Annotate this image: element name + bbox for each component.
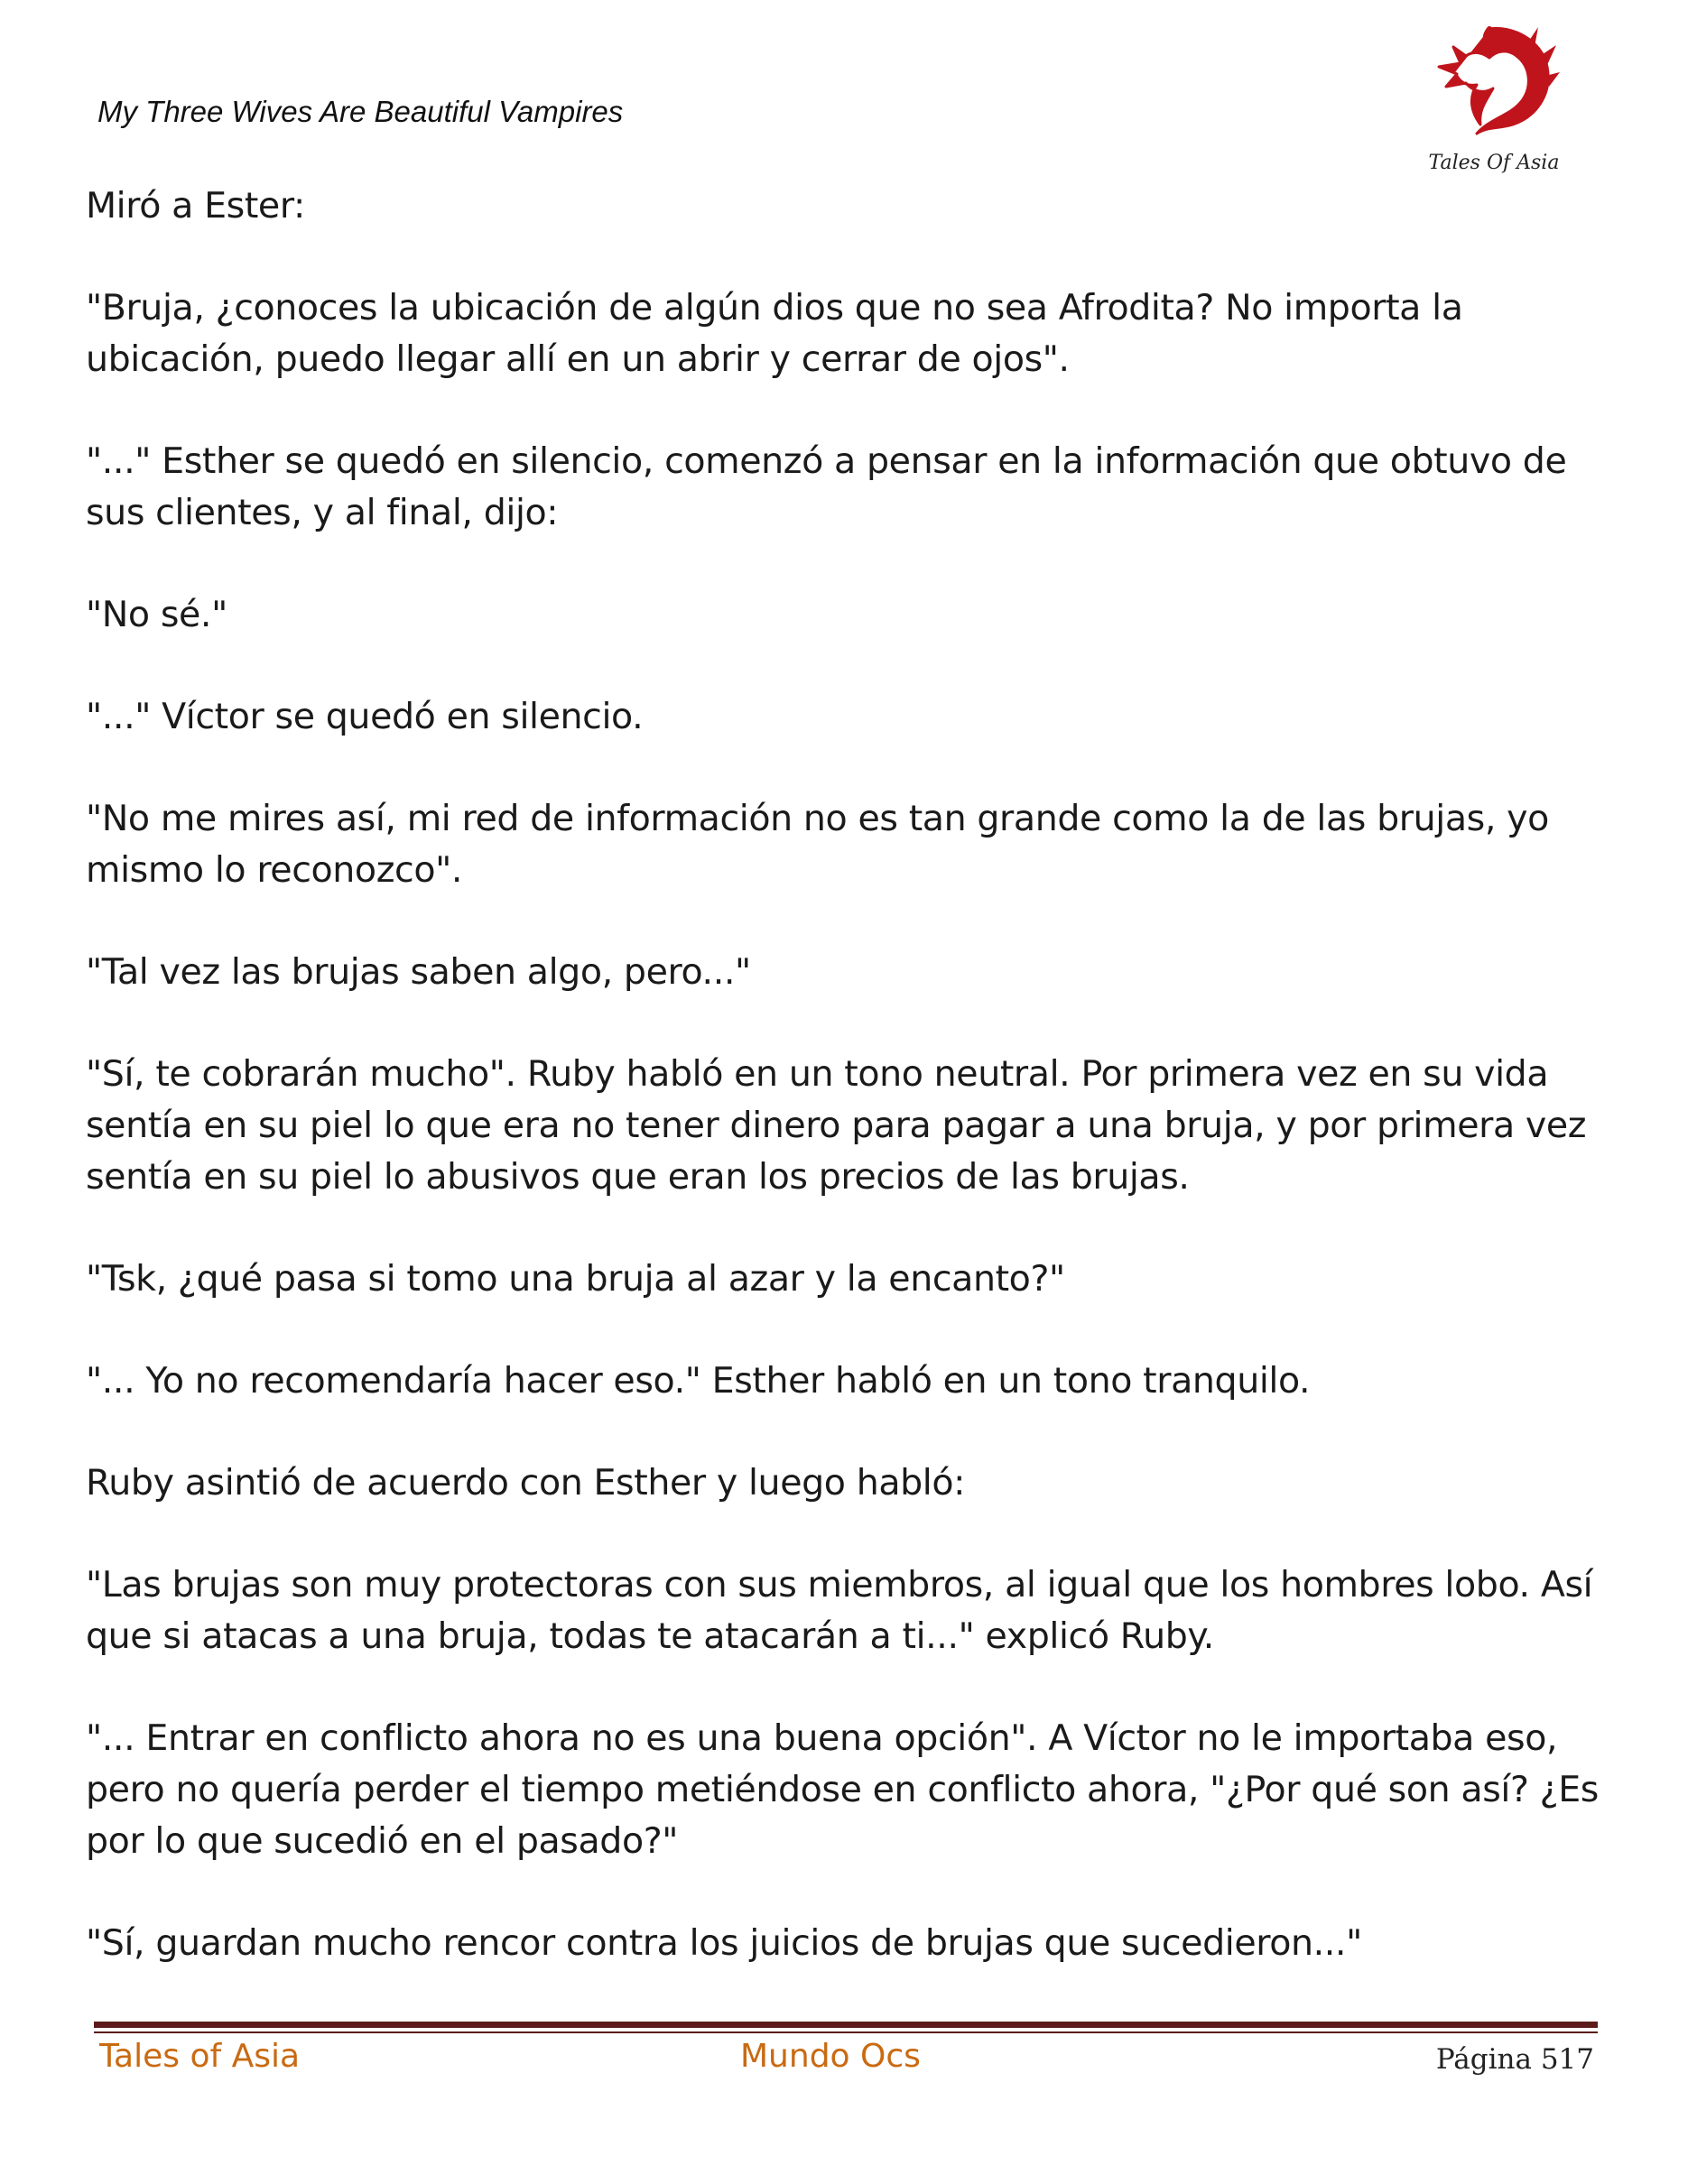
red-dragon-icon (1426, 20, 1562, 155)
page-number: Página 517 (1435, 2043, 1594, 2076)
paragraph: "Tsk, ¿qué pasa si tomo una bruja al azar y la encanto?" (86, 1258, 1065, 1300)
footer-publisher: Tales of Asia (99, 2038, 301, 2075)
paragraph: "Sí, te cobrarán mucho". Ruby habló en un tono neutral. Por primera vez en su vida sentía en su piel lo que era no tener dinero para pagar a una bruja, y por primera vez sentía en su piel lo abusivos que eran los precios de las brujas. (86, 1053, 1587, 1198)
paragraph: "... Yo no recomendaría hacer eso." Esther habló en un tono tranquilo. (86, 1360, 1311, 1402)
paragraph: "... Entrar en conflicto ahora no es una buena opción". A Víctor no le importaba eso, pero no quería perder el tiempo metiéndose en conflicto ahora, "¿Por qué son así? ¿Es por lo que sucedió en el pasado?" (86, 1717, 1599, 1862)
tales-of-asia-logo (1426, 20, 1562, 182)
chapter-body (86, 180, 1602, 2020)
paragraph: Miró a Ester: (86, 185, 305, 227)
paragraph: "..." Víctor se quedó en silencio. (86, 696, 644, 737)
paragraph: "Las brujas son muy protectoras con sus miembros, al igual que los hombres lobo. Así que si atacas a una bruja, todas te atacarán a ti..." explicó Ruby. (86, 1564, 1593, 1657)
footer-divider-thin (94, 2031, 1598, 2033)
footer-divider-thick (94, 2022, 1598, 2028)
paragraph: "Sí, guardan mucho rencor contra los juicios de brujas que sucedieron..." (86, 1922, 1362, 1964)
paragraph: "No me mires así, mi red de información no es tan grande como la de las brujas, yo mismo lo reconozco". (86, 798, 1549, 891)
paragraph: "..." Esther se quedó en silencio, comenzó a pensar en la información que obtuvo de sus clientes, y al final, dijo: (86, 440, 1567, 533)
footer-section: Mundo Ocs (740, 2038, 921, 2075)
logo-text: Tales Of Asia (1428, 152, 1560, 174)
paragraph: "No sé." (86, 594, 227, 635)
paragraph: Ruby asintió de acuerdo con Esther y luego habló: (86, 1462, 966, 1504)
paragraph: "Tal vez las brujas saben algo, pero..." (86, 951, 751, 993)
page-header-title: My Three Wives Are Beautiful Vampires (97, 95, 624, 128)
paragraph: "Bruja, ¿conoces la ubicación de algún dios que no sea Afrodita? No importa la ubicación, puedo llegar allí en un abrir y cerrar de ojos". (86, 287, 1463, 380)
